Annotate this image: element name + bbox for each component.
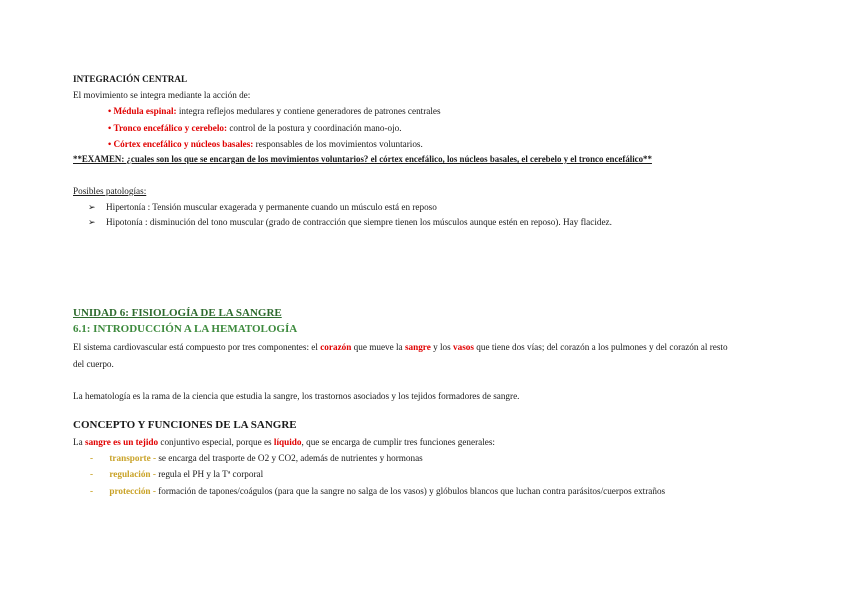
- list-item: [88, 201, 437, 213]
- item-label: regulación: [109, 469, 151, 479]
- arrow-icon: ➢: [88, 202, 96, 212]
- keyword-sangre: sangre: [404, 342, 431, 352]
- unit-title: UNIDAD 6: FISIOLOGÍA DE LA SANGRE: [73, 307, 282, 319]
- dash: -: [90, 469, 94, 479]
- list-item: [90, 452, 423, 464]
- text: conjuntivo especial, porque es: [158, 437, 274, 447]
- item-text: regula el PH y la Tª corporal: [158, 469, 264, 479]
- item-label: transporte: [109, 453, 151, 463]
- dash: -: [90, 486, 94, 496]
- keyword-liquido: líquido: [273, 437, 302, 447]
- subsection-title: 6.1: INTRODUCCIÓN A LA HEMATOLOGÍA: [73, 323, 298, 335]
- item-label: Médula espinal:: [113, 106, 177, 116]
- bullet: •: [108, 139, 112, 149]
- bullet: •: [108, 123, 112, 133]
- list-item: [90, 485, 665, 497]
- dash: -: [90, 453, 94, 463]
- item-text: se encarga del trasporte de O2 y CO2, además de nutrientes y hormonas: [158, 453, 423, 463]
- list-item: [108, 122, 402, 134]
- separator: -: [150, 453, 159, 463]
- item-text: responsables de los movimientos voluntarios.: [253, 139, 423, 149]
- arrow-icon: ➢: [88, 217, 96, 227]
- paragraph-concepto: [73, 436, 495, 448]
- text: El sistema cardiovascular está compuesto por tres componentes: el: [73, 342, 321, 352]
- exam-note: **EXAMEN: ¿cuales son los que se encargan de los movimientos voluntarios? el córtex encefálico, los núcleos basales, el cerebelo y el tronco encefálico**: [73, 154, 652, 164]
- list-item: [88, 216, 612, 228]
- item-text: Hipertonía : Tensión muscular exagerada y permanente cuando un músculo está en reposo: [106, 202, 437, 212]
- section-title-integracion: INTEGRACIÓN CENTRAL: [73, 74, 188, 84]
- keyword-vasos: vasos: [453, 342, 474, 352]
- item-text: integra reflejos medulares y contiene generadores de patrones centrales: [176, 106, 441, 116]
- paragraph-cardiovascular: [73, 341, 728, 353]
- text: que mueve la: [351, 342, 405, 352]
- item-label: protección: [109, 486, 151, 496]
- text: La: [73, 437, 85, 447]
- item-label: Córtex encefálico y núcleos basales:: [113, 139, 254, 149]
- list-item: [108, 105, 441, 117]
- separator: -: [150, 469, 159, 479]
- list-item: [90, 468, 263, 480]
- patologias-title: Posibles patologías:: [73, 186, 147, 196]
- item-label: Tronco encefálico y cerebelo:: [113, 123, 228, 133]
- list-item: [108, 138, 423, 150]
- item-text: control de la postura y coordinación mano-ojo.: [227, 123, 402, 133]
- intro-text: El movimiento se integra mediante la acción de:: [73, 90, 251, 100]
- keyword-corazon: corazón: [320, 342, 352, 352]
- item-text: Hipotonía : disminución del tono muscular (grado de contracción que siempre tienen los músculos aunque estén en reposo). Hay flacidez.: [106, 217, 612, 227]
- text: y los: [430, 342, 454, 352]
- text: , que se encarga de cumplir tres funciones generales:: [301, 437, 495, 447]
- item-text: formación de tapones/coágulos (para que la sangre no salga de los vasos) y glóbulos blancos que luchan contra parásitos/cuerpos extraños: [158, 486, 666, 496]
- text: que tiene dos vías; del corazón a los pulmones y del corazón al resto: [473, 342, 728, 352]
- keyword-tejido: sangre es un tejido: [85, 437, 159, 447]
- paragraph-continuation: del cuerpo.: [73, 359, 114, 369]
- separator: -: [150, 486, 159, 496]
- bullet: •: [108, 106, 112, 116]
- paragraph-hematologia: La hematología es la rama de la ciencia que estudia la sangre, los trastornos asociados y los tejidos formadores de sangre.: [73, 391, 520, 401]
- concepto-title: CONCEPTO Y FUNCIONES DE LA SANGRE: [73, 419, 297, 431]
